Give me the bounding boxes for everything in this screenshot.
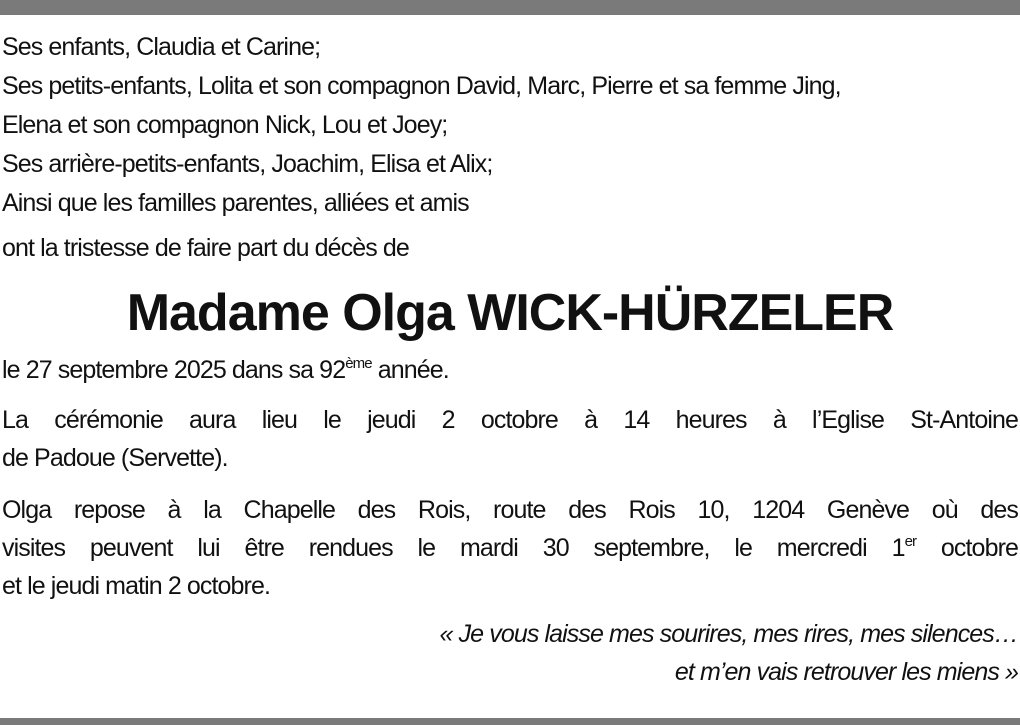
visits-line-2 (2, 529, 1018, 567)
ceremony-line-2: de Padoue (Servette). (2, 444, 228, 472)
death-date-end: année. (371, 356, 449, 384)
closing-quote (2, 615, 1018, 691)
ordinal-suffix: ème (345, 355, 372, 372)
visits-line-2-text: visites peuvent lui être rendues le mardi 30 septembre, le mercredi 1 (2, 534, 905, 562)
ceremony-line-1: La cérémonie aura lieu le jeudi 2 octobre à 14 heures à l’Eglise St-Antoine (2, 406, 1018, 434)
death-date-text: le 27 septembre 2025 dans sa 92 (2, 356, 346, 384)
death-date (2, 353, 1018, 387)
family-list (2, 28, 1018, 223)
announcement-text: ont la tristesse de faire part du décès de (2, 234, 409, 262)
obituary-notice (2, 28, 1018, 691)
family-line-children: Ses enfants, Claudia et Carine; (2, 33, 321, 61)
quote-line-1: « Je vous laisse mes sourires, mes rires, mes silences… (439, 620, 1018, 648)
family-line-grandchildren-2: Elena et son compagnon Nick, Lou et Joey; (2, 111, 448, 139)
visits-line-2-end: octobre (916, 534, 1018, 562)
visits-line-3: et le jeudi matin 2 octobre. (2, 572, 271, 600)
deceased-name: Madame Olga WICK-HÜRZELER (126, 284, 894, 342)
bottom-border-rule (0, 718, 1020, 725)
quote-line-2: et m’en vais retrouver les miens » (674, 658, 1018, 686)
visits-paragraph (2, 491, 1018, 605)
family-line-relatives: Ainsi que les familles parentes, alliées et amis (2, 189, 469, 217)
family-line-grandchildren-1: Ses petits-enfants, Lolita et son compagnon David, Marc, Pierre et sa femme Jing, (2, 72, 841, 100)
ceremony-paragraph (2, 401, 1018, 477)
visits-line-1: Olga repose à la Chapelle des Rois, route des Rois 10, 1204 Genève où des (2, 496, 1018, 524)
family-line-great-grandchildren: Ses arrière-petits-enfants, Joachim, Elisa et Alix; (2, 150, 493, 178)
ordinal-suffix-first: er (904, 533, 917, 550)
top-border-rule (0, 0, 1020, 15)
